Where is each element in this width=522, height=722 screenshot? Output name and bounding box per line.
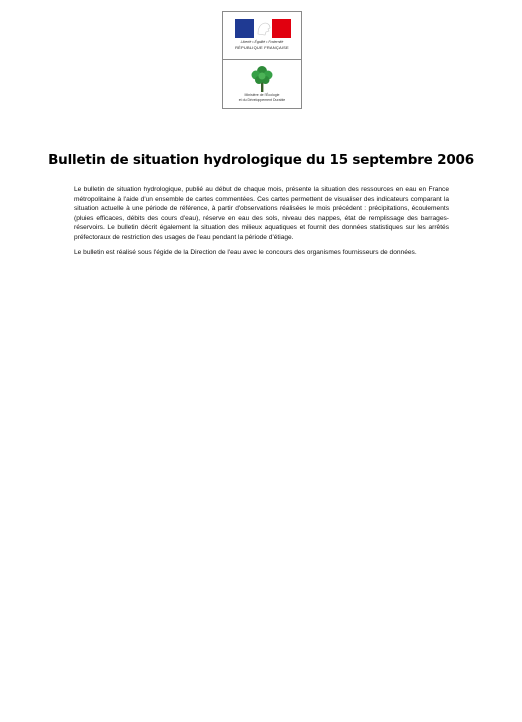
marianne-profile-icon [256,20,272,36]
ministry-line-2: et du Développement Durable [238,98,286,102]
ministry-name [223,93,301,103]
credits-paragraph: Le bulletin est réalisé sous l'égide de la Direction de l'eau avec le concours des organismes fournisseurs de données. [74,248,417,256]
government-logo [222,11,302,109]
tree-icon [249,65,275,93]
republic-motto: Liberté • Égalité • Fraternité [240,40,284,44]
marianne-logo [223,12,301,60]
document-body [74,185,449,262]
document-title: Bulletin de situation hydrologique du 15 septembre 2006 [48,152,474,168]
intro-paragraph: Le bulletin de situation hydrologique, publié au début de chaque mois, présente la situation des ressources en eau en France métropolitaine à l'aide d'un ensemble de cartes commentées. Ces cartes permettent de visualiser des indicateurs comparant la situation actuelle à une période de référence, à partir d'observations réalisées le mois précédent : précipitations, écoulements (pluies efficaces, débits des cours d'eau), réserve en eau des sols, niveau des nappes, état de remplissage des barrages-réservoirs. Le bulletin décrit également la situation des milieux aquatiques et fournit des données statistiques sur les arrêtés préfectoraux de restriction des usages de l'eau pendant la période d'étiage. [74,186,449,241]
french-flag-icon [235,19,291,38]
republic-label: RÉPUBLIQUE FRANÇAISE [235,45,289,50]
ministry-line-1: Ministère de l'Écologie [244,93,280,97]
